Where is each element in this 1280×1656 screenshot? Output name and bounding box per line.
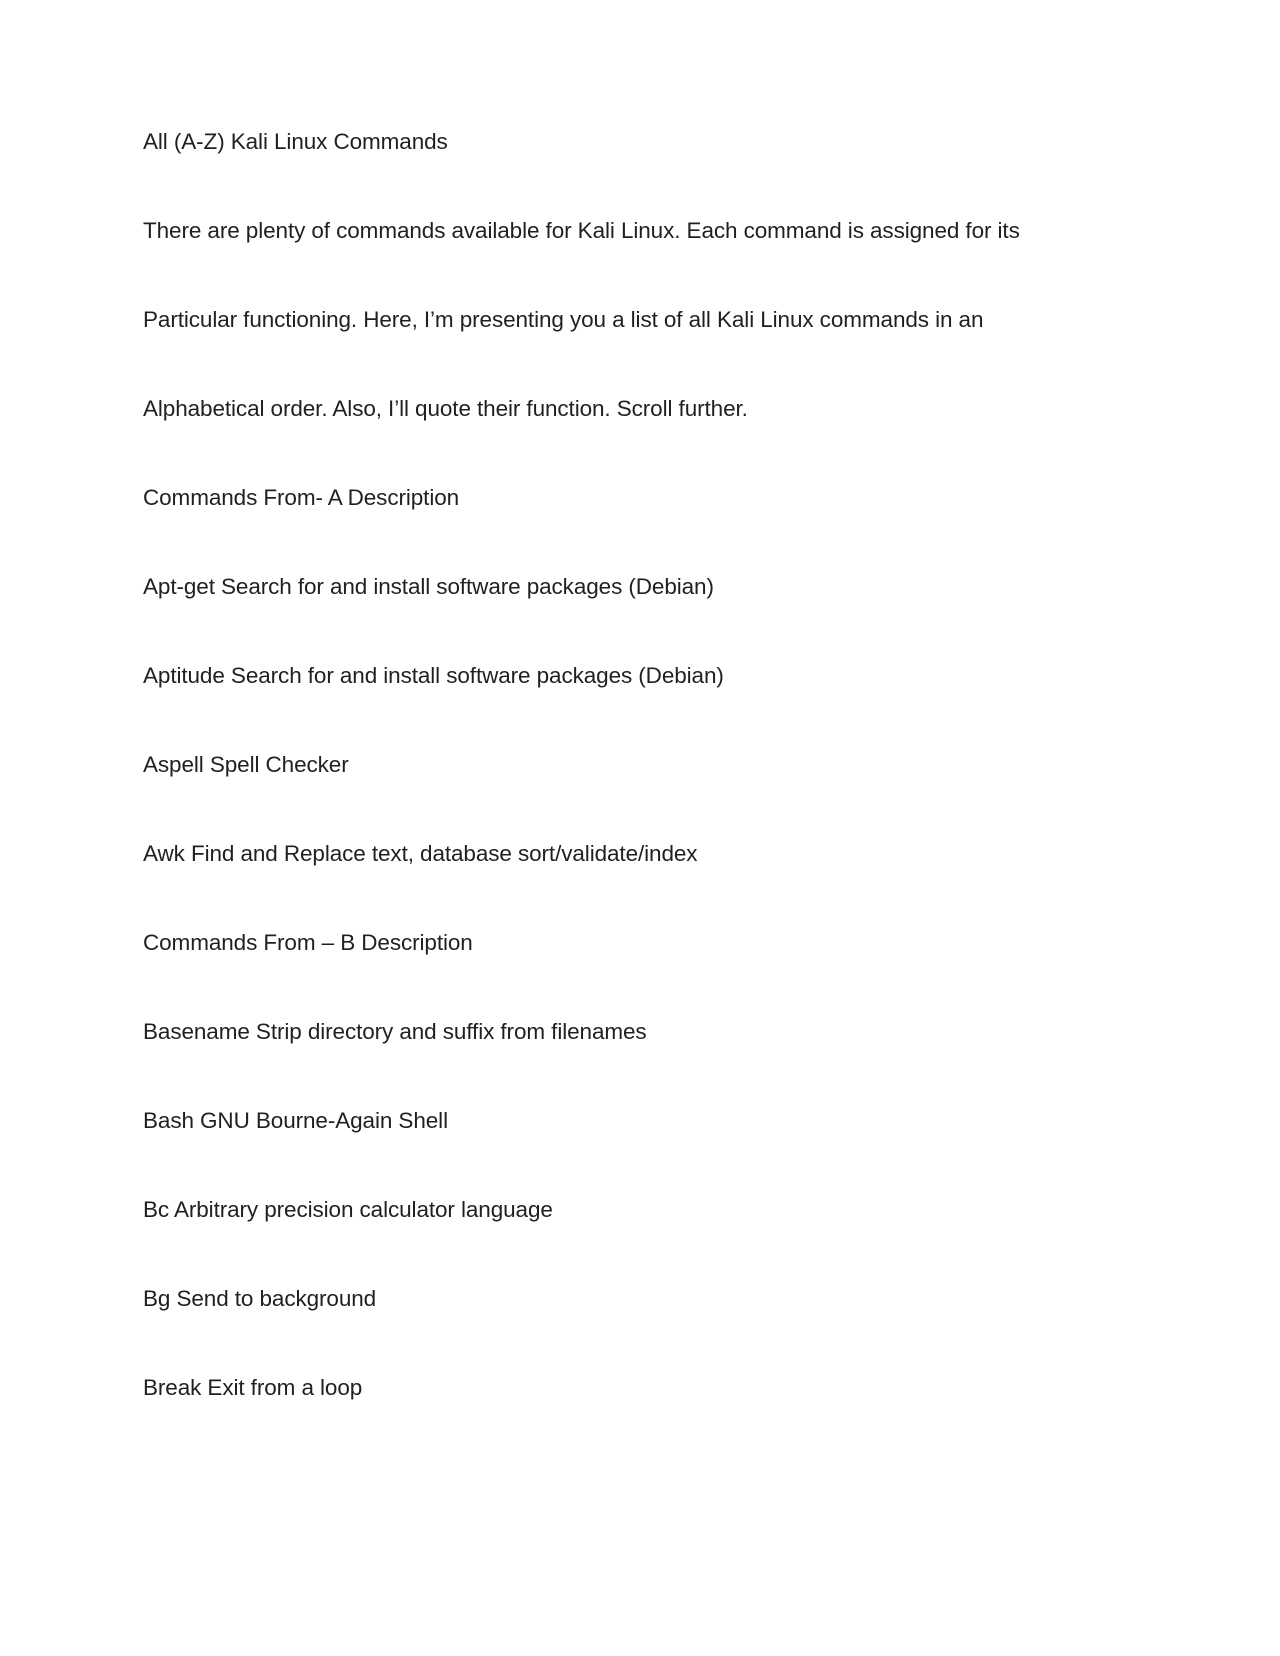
command-entry-aspell: Aspell Spell Checker	[143, 752, 349, 777]
command-entry-basename: Basename Strip directory and suffix from filenames	[143, 1019, 647, 1044]
command-entry-bg: Bg Send to background	[143, 1286, 377, 1311]
intro-paragraph-line-3: Alphabetical order. Also, I’ll quote their function. Scroll further.	[143, 396, 748, 421]
intro-paragraph-line-2: Particular functioning. Here, I’m presenting you a list of all Kali Linux commands in an	[143, 307, 984, 332]
command-entry-apt-get: Apt-get Search for and install software packages (Debian)	[143, 574, 714, 599]
section-heading-b: Commands From – B Description	[143, 930, 473, 955]
command-entry-bc: Bc Arbitrary precision calculator language	[143, 1197, 553, 1222]
intro-paragraph-line-1: There are plenty of commands available for Kali Linux. Each command is assigned for its	[143, 218, 1020, 243]
command-entry-bash: Bash GNU Bourne-Again Shell	[143, 1108, 448, 1133]
document-body	[143, 131, 1143, 1466]
command-entry-aptitude: Aptitude Search for and install software packages (Debian)	[143, 663, 724, 688]
command-entry-awk: Awk Find and Replace text, database sort/validate/index	[143, 841, 698, 866]
section-heading-a: Commands From- A Description	[143, 485, 460, 510]
command-entry-break: Break Exit from a loop	[143, 1375, 363, 1400]
document-title: All (A-Z) Kali Linux Commands	[143, 129, 448, 154]
